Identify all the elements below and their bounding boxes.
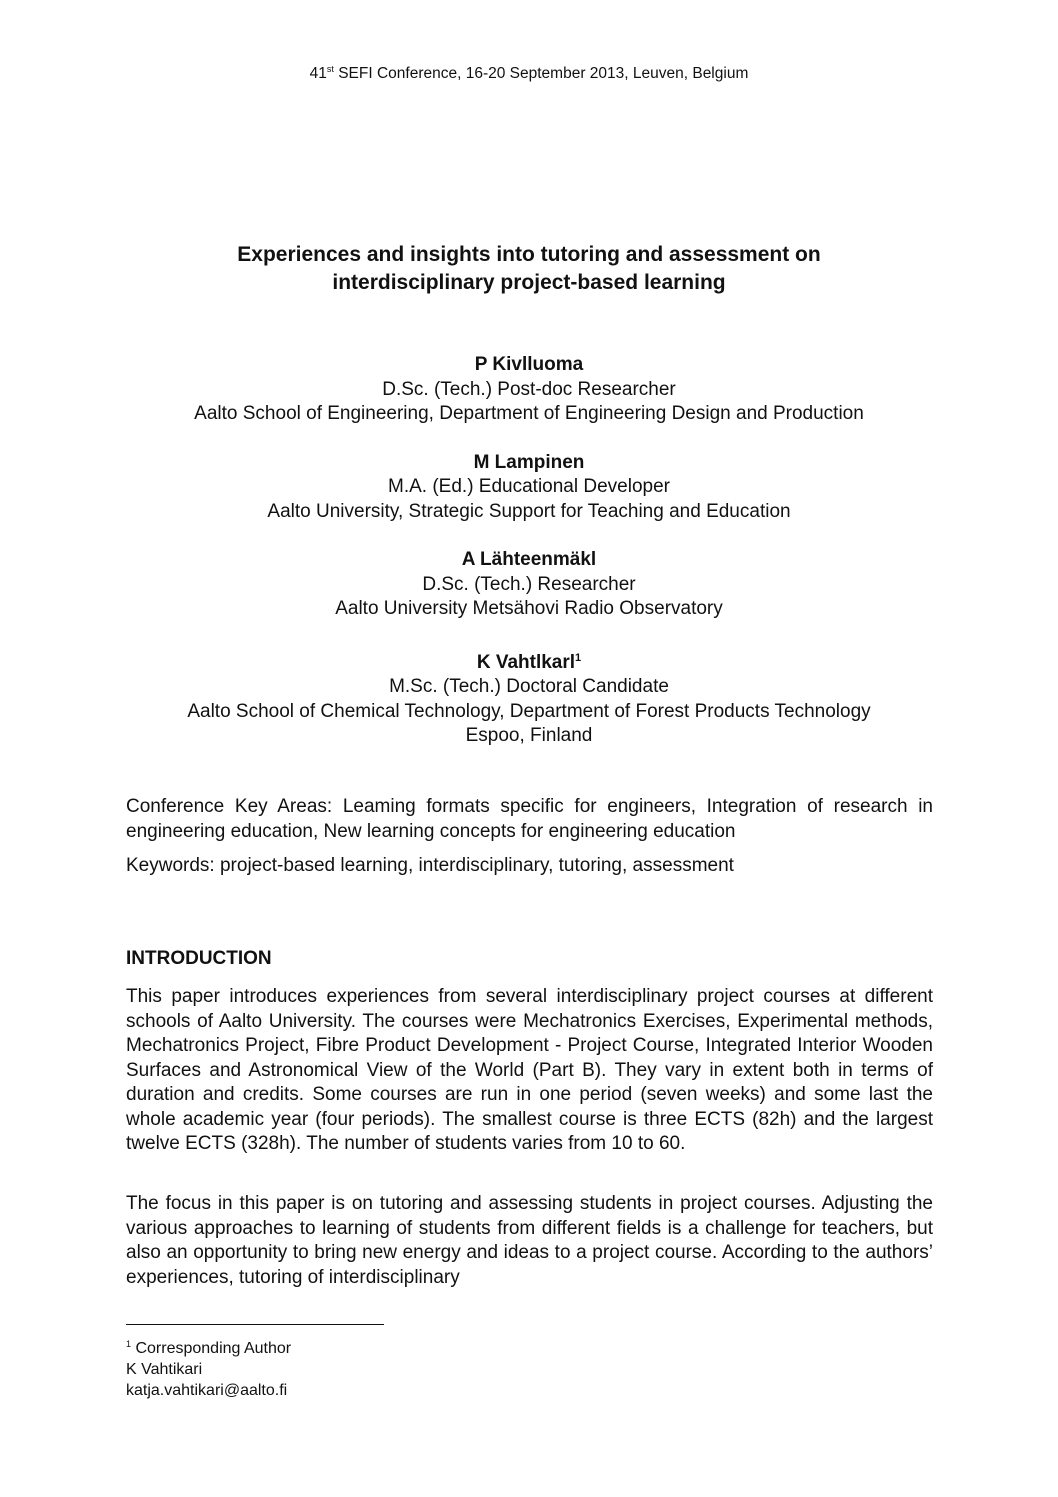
author-name: M Lampinen: [473, 451, 585, 473]
conference-ordinal-suffix: st: [326, 64, 334, 74]
author-block: [0, 646, 1058, 749]
conference-info: SEFI Conference, 16-20 September 2013, Leuven, Belgium: [333, 65, 749, 82]
title-line-2: interdisciplinary project-based learning: [332, 271, 726, 294]
author-degree-role: M.Sc. (Tech.) Doctoral Candidate: [389, 676, 669, 697]
author-block: [0, 451, 1058, 525]
paragraph-text: This paper introduces experiences from several interdisciplinary project courses at different schools of Aalto University. The courses were Mechatronics Exercises, Experimental methods, Mechatronics Project, Fibre Product Development - Project Course, Integrated Interior Wooden Surfaces and Astronomical View of the World (Part B). They vary in extent both in terms of duration and credits. Some courses are run in one period (seven weeks) and some last the whole academic year (four periods). The smallest course is three ECTS (82h) and the largest twelve ECTS (328h). The number of students varies from 10 to 60.: [126, 986, 933, 1154]
introduction-paragraph-2: [126, 1192, 933, 1290]
author-degree-role: D.Sc. (Tech.) Researcher: [422, 573, 636, 595]
conference-key-areas: [126, 795, 933, 844]
author-affiliation: Aalto School of Engineering, Department of Engineering Design and Production: [194, 403, 864, 424]
paper-title: [0, 241, 1058, 297]
author-affiliation: Aalto University Metsähovi Radio Observatory: [335, 598, 723, 619]
author-block: [0, 548, 1058, 622]
author-degree-role: M.A. (Ed.) Educational Developer: [388, 476, 670, 497]
footnote: [126, 1334, 291, 1401]
introduction-paragraph-1: [126, 985, 933, 1157]
author-block: [0, 353, 1058, 427]
footnote-author-name: K Vahtikari: [126, 1361, 203, 1378]
footnote-label-line: [126, 1334, 291, 1359]
author-name-text: K Vahtlkarl: [476, 651, 576, 673]
paragraph-text: The focus in this paper is on tutoring and assessing students in project courses. Adjusting the various approaches to learning of students from different fields is a challenge for teachers, but also an opportunity to bring new energy and ideas to a project course. According to the authors’ experiences, tutoring of interdisciplinary: [126, 1193, 933, 1288]
conference-ordinal: 41: [309, 65, 327, 82]
author-degree-role: D.Sc. (Tech.) Post-doc Researcher: [382, 378, 676, 400]
title-line-1: Experiences and insights into tutoring and assessment on: [237, 243, 821, 266]
section-heading: INTRODUCTION: [126, 948, 272, 969]
author-name: P Kivlluoma: [474, 354, 584, 375]
keywords-text: Keywords: project-based learning, interdisciplinary, tutoring, assessment: [126, 855, 734, 876]
author-location: Espoo, Finland: [465, 725, 593, 746]
footnote-label: Corresponding Author: [131, 1340, 292, 1357]
author-name: A Lähteenmäkl: [461, 549, 597, 570]
footnote-marker: 1: [575, 651, 582, 664]
author-name: [0, 646, 1058, 676]
author-affiliation: Aalto School of Chemical Technology, Department of Forest Products Technology: [187, 700, 871, 722]
running-header: [0, 64, 1058, 83]
keywords: [126, 854, 933, 879]
key-areas-text: Conference Key Areas: Leaming formats specific for engineers, Integration of research in engineering education, New learning concepts for engineering education: [126, 796, 933, 842]
author-affiliation: Aalto University, Strategic Support for Teaching and Education: [267, 500, 791, 522]
author-list: [0, 353, 1058, 773]
footnote-divider: [126, 1324, 384, 1325]
footnote-email: katja.vahtikari@aalto.fi: [126, 1382, 288, 1399]
footnote-number: 1: [126, 1339, 132, 1349]
